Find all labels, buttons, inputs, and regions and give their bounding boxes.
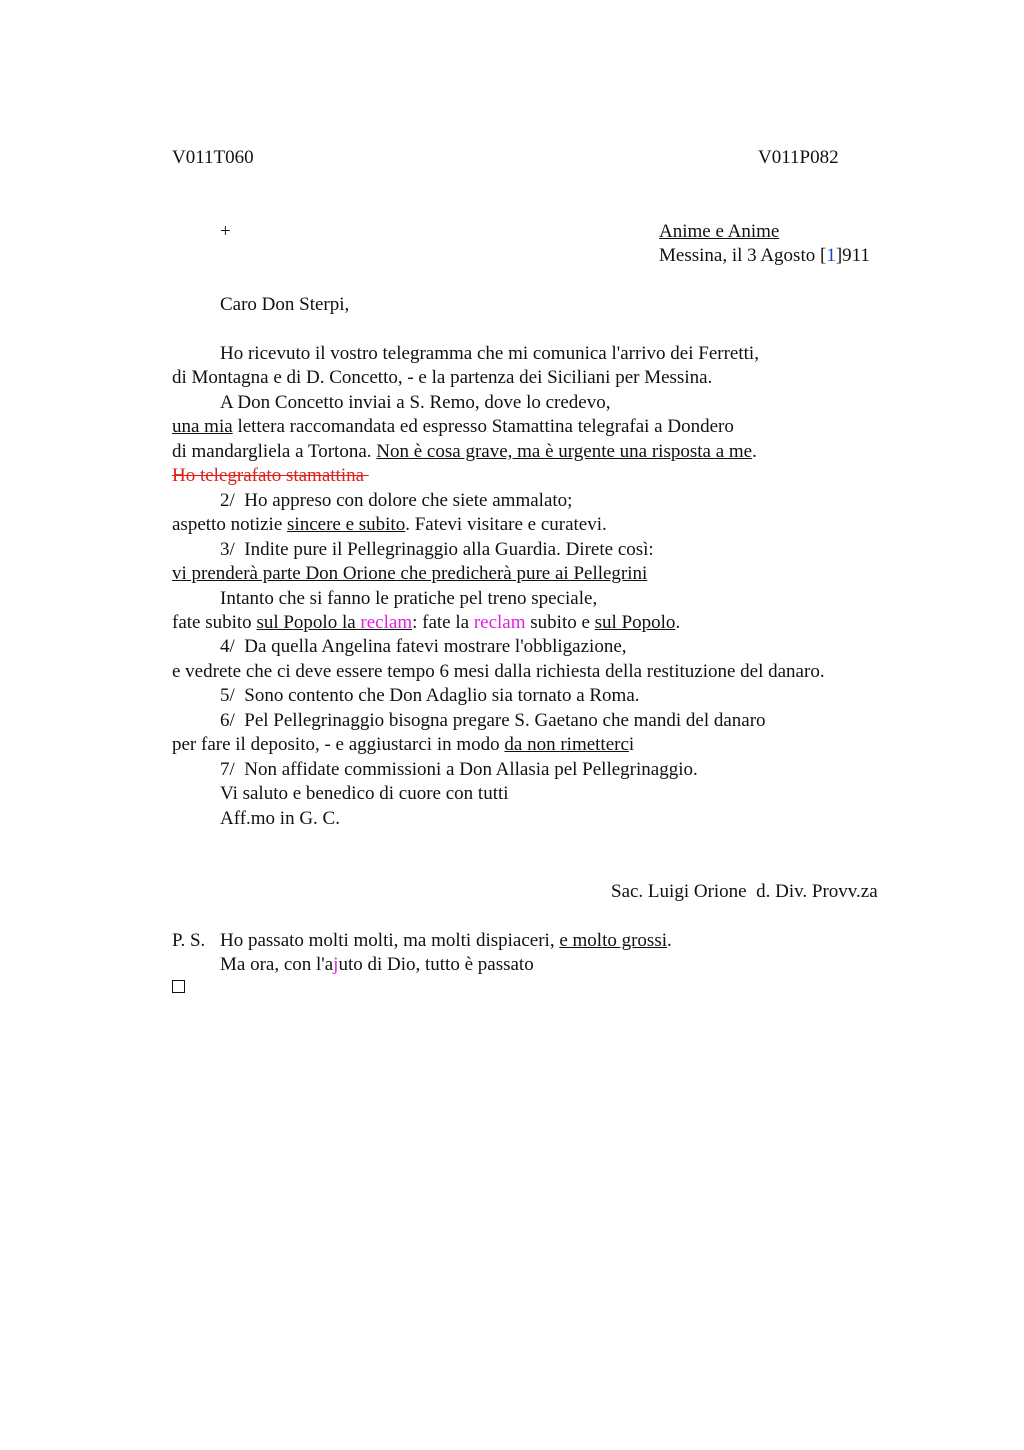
underlined-part: sul Popolo la xyxy=(256,612,361,633)
body-text: lettera raccomandata ed espresso Stamattina telegrafai a Dondero xyxy=(232,416,734,437)
highlighted-word: reclam xyxy=(473,612,526,633)
body-text: Ma ora, con l'a xyxy=(220,954,334,975)
document-code-right: V011P082 xyxy=(758,147,839,168)
body-text: fate subito xyxy=(172,612,257,633)
body-line-9: 3/ Indite pure il Pellegrinaggio alla Guardia. Direte così: xyxy=(220,539,654,560)
underlined-text: sincere e subito xyxy=(287,514,406,535)
body-line-14: e vedrete che ci deve essere tempo 6 mesi dalla richiesta della restituzione del danaro. xyxy=(172,661,825,682)
body-line-7: 2/ Ho appreso con dolore che siete ammalato; xyxy=(220,490,573,511)
body-text: aspetto notizie xyxy=(172,514,288,535)
place-date xyxy=(659,245,870,267)
document-code-left: V011T060 xyxy=(172,147,254,168)
body-line-1: Ho ricevuto il vostro telegramma che mi comunica l'arrivo dei Ferretti, xyxy=(220,343,759,364)
body-text: di mandargliela a Tortona. xyxy=(172,441,377,462)
body-line-10: vi prenderà parte Don Orione che predicherà pure ai Pellegrini xyxy=(172,563,648,584)
salutation: Caro Don Sterpi, xyxy=(220,294,350,315)
body-text: . xyxy=(752,441,757,462)
underlined-text: e molto grossi xyxy=(559,930,667,951)
body-line-5 xyxy=(172,441,757,463)
underlined-text: una mia xyxy=(172,416,233,437)
body-text: . xyxy=(667,930,672,951)
underlined-text xyxy=(256,612,412,633)
place-date-end: ]911 xyxy=(835,245,870,266)
body-text: per fare il deposito, - e aggiustarci in modo xyxy=(172,734,505,755)
motto: Anime e Anime xyxy=(659,221,780,242)
body-line-4 xyxy=(172,416,734,438)
body-text: . xyxy=(675,612,681,633)
struck-through-line: Ho telegrafato stamattina xyxy=(172,465,369,486)
place-date-start: Messina, il 3 Agosto [ xyxy=(659,245,827,266)
postscript-line-1 xyxy=(220,930,672,952)
body-text: : fate la xyxy=(412,612,474,633)
body-line-2: di Montagna e di D. Concetto, - e la partenza dei Siciliani per Messina. xyxy=(172,367,713,388)
body-line-11: Intanto che si fanno le pratiche pel treno speciale, xyxy=(220,588,598,609)
body-text: subito e xyxy=(525,612,595,633)
postscript-label: P. S. xyxy=(172,930,206,951)
end-marker-box-icon xyxy=(172,980,185,993)
body-text: . Fatevi visitare e curatevi. xyxy=(405,514,607,535)
body-text: uto di Dio, tutto è passato xyxy=(338,954,534,975)
body-line-17 xyxy=(172,734,634,756)
highlighted-word: reclam xyxy=(360,612,413,633)
body-line-8 xyxy=(172,514,607,536)
body-line-3: A Don Concetto inviai a S. Remo, dove lo credevo, xyxy=(220,392,611,413)
body-line-15: 5/ Sono contento che Don Adaglio sia tornato a Roma. xyxy=(220,685,640,706)
closing-formula: Aff.mo in G. C. xyxy=(220,808,340,829)
closing-greeting: Vi saluto e benedico di cuore con tutti xyxy=(220,783,509,804)
signature: Sac. Luigi Orione d. Div. Provv.za xyxy=(611,881,878,902)
body-line-12 xyxy=(172,612,680,634)
body-line-18: 7/ Non affidate commissioni a Don Allasia pel Pellegrinaggio. xyxy=(220,759,698,780)
underlined-text: sul Popolo xyxy=(594,612,676,633)
cross-symbol: + xyxy=(220,221,231,242)
body-text: i xyxy=(628,734,635,755)
highlighted-letter: j xyxy=(333,954,339,975)
place-date-editorial-digit: 1 xyxy=(826,245,836,266)
underlined-text: Non è cosa grave, ma è urgente una risposta a me xyxy=(376,441,753,462)
postscript-line-2 xyxy=(220,954,534,976)
underlined-text: da non rimetterc xyxy=(504,734,629,755)
body-line-13: 4/ Da quella Angelina fatevi mostrare l'obbligazione, xyxy=(220,636,627,657)
body-text: Ho passato molti molti, ma molti dispiaceri, xyxy=(220,930,560,951)
body-line-16: 6/ Pel Pellegrinaggio bisogna pregare S. Gaetano che mandi del danaro xyxy=(220,710,766,731)
